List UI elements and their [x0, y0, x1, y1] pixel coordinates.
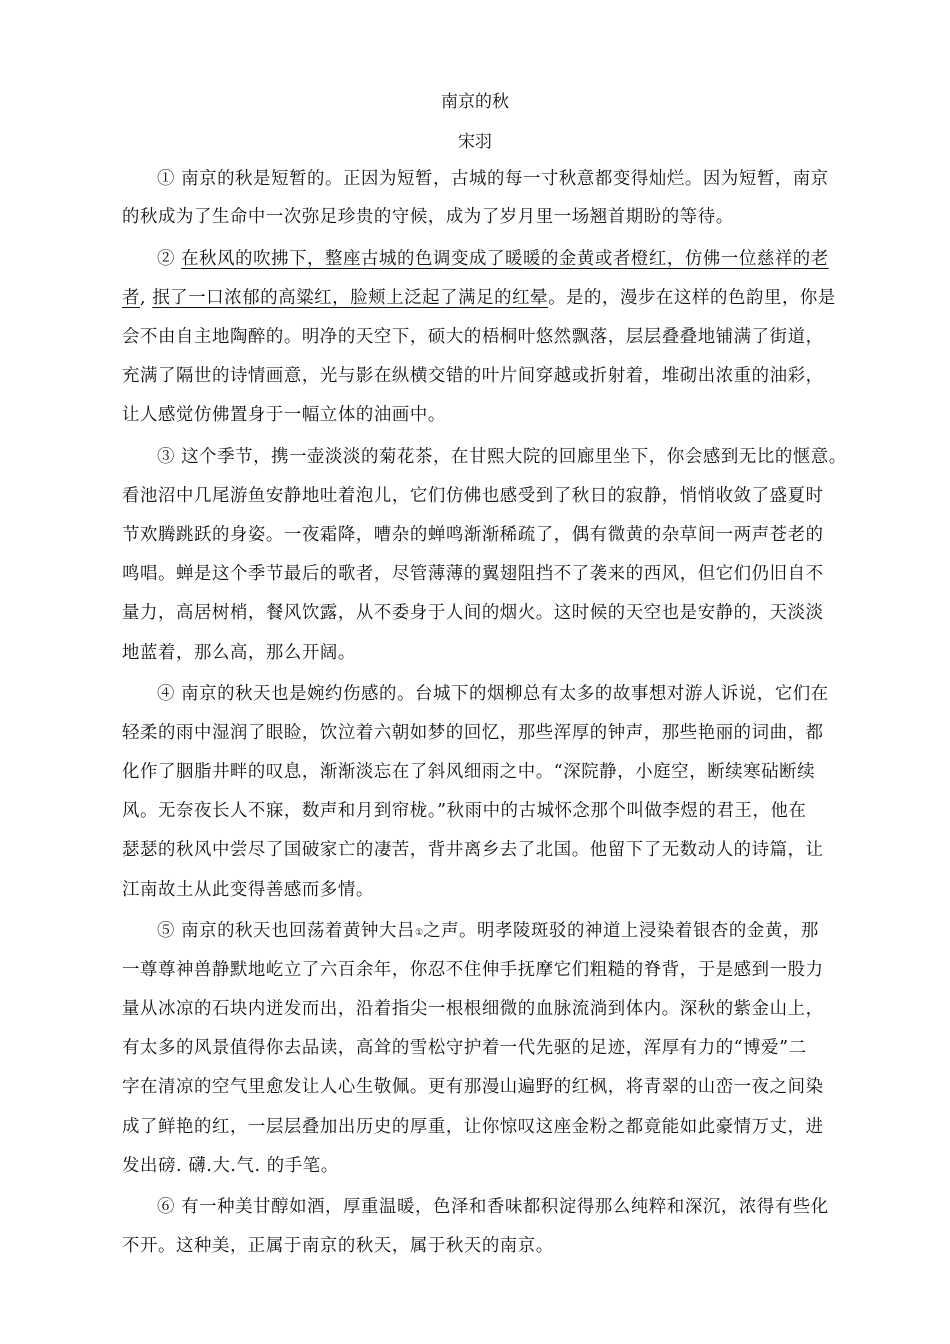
- paragraph-3-line-1: ③ 这个季节，携一壶淡淡的菊花茶，在甘熙大院的回廊里坐下，你会感到无比的惬意。: [157, 447, 847, 467]
- paragraph-3-line-6: 地蓝着，那么高，那么开阔。: [122, 643, 356, 663]
- paragraph-3-line-5: 量力，高居树梢，餐风饮露，从不委身于人间的烟火。这时候的天空也是安静的，天淡淡: [122, 603, 824, 623]
- article-title: 南京的秋: [441, 92, 509, 112]
- paragraph-4-line-1: ④ 南京的秋天也是婉约伤感的。台城下的烟柳总有太多的故事想对游人诉说，它们在: [157, 684, 829, 704]
- article-author: 宋羽: [458, 132, 492, 152]
- paragraph-4-line-3: 化作了胭脂井畔的叹息，渐渐淡忘在了斜风细雨之中。“深院静，小庭空，断续寒砧断续: [122, 762, 816, 782]
- emphasized-char-4: 气.: [236, 1156, 261, 1176]
- paragraph-3-line-4: 鸣唱。蝉是这个季节最后的歌者，尽管薄薄的翼翅阻挡不了袭来的西风，但它们仍旧自不: [122, 564, 824, 584]
- paragraph-2-line-5: 让人感觉仿佛置身于一幅立体的油画中。: [122, 405, 446, 425]
- emphasized-char-2: 礴.: [188, 1156, 213, 1176]
- paragraph-5-line-1-start: ⑤ 南京的秋天也回荡着黄钟大吕: [157, 921, 415, 941]
- paragraph-3-line-2: 看池沼中几尾游鱼安静地吐着泡儿，它们仿佛也感受到了秋日的寂静，悄悄收敛了盛夏时: [122, 486, 824, 506]
- footnote-marker: ①: [415, 928, 424, 938]
- paragraph-4-line-6: 江南故土从此变得善感而多情。: [122, 880, 374, 900]
- paragraph-4-line-2: 轻柔的雨中湿润了眼睑，饮泣着六朝如梦的回忆，那些浑厚的钟声，那些艳丽的词曲，都: [122, 723, 824, 743]
- paragraph-2-line-2-rest: 。是的，漫步在这样的色韵里，你是: [548, 288, 836, 308]
- paragraph-5-line-5: 字在清凉的空气里愈发让人心生敬佩。更有那漫山遍野的红枫，将青翠的山峦一夜之间染: [122, 1077, 824, 1097]
- line-7-start: 发出: [122, 1156, 158, 1176]
- paragraph-6-line-2: 不开。这种美，正属于南京的秋天，属于秋天的南京。: [122, 1236, 554, 1256]
- paragraph-5-line-3: 量从冰凉的石块内迸发而出，沿着指尖一根根细微的血脉流淌到体内。深秋的紫金山上，: [122, 999, 824, 1019]
- underlined-sentence-cont-b: 抿了一口浓郁的高粱红，脸颊上泛起了满足的红晕: [152, 288, 549, 308]
- paragraph-5-line-6: 成了鲜艳的红，一层层叠加出历史的厚重，让你惊叹这座金粉之都竟能如此豪情万丈，进: [122, 1117, 824, 1137]
- paragraph-2-line-2: 者, 抿了一口浓郁的高粱红，脸颊上泛起了满足的红晕。是的，漫步在这样的色韵里，你是: [122, 288, 836, 308]
- paragraph-5-line-1-end: 之声。明孝陵斑驳的神道上浸染着银杏的金黄，那: [423, 921, 819, 941]
- paragraph-2-line-3: 会不由自主地陶醉的。明净的天空下，硕大的梧桐叶悠然飘落，层层叠叠地铺满了街道，: [122, 327, 824, 347]
- emphasized-char-3: 大.: [212, 1156, 237, 1176]
- paragraph-3-line-3: 节欢腾跳跃的身姿。一夜霜降，嘈杂的蝉鸣渐渐稀疏了，偶有微黄的杂草间一两声苍老的: [122, 525, 824, 545]
- line-7-end: 的手笔。: [266, 1156, 339, 1176]
- paragraph-2-number: ②: [157, 249, 182, 269]
- paragraph-5-line-7: [122, 1155, 339, 1177]
- paragraph-4-line-4: 风。无奈夜长人不寐，数声和月到帘栊。”秋雨中的古城怀念那个叫做李煜的君王，他在: [122, 801, 807, 821]
- paragraph-5-line-1: [157, 920, 819, 944]
- paragraph-1-line-1: ① 南京的秋是短暂的。正因为短暂，古城的每一寸秋意都变得灿烂。因为短暂，南京: [157, 169, 829, 189]
- underlined-sentence: 在秋风的吹拂下，整座古城的色调变成了暖暖的金黄或者橙红，仿佛一位慈祥的老: [181, 249, 829, 269]
- underlined-sentence-cont-a: 者: [122, 288, 140, 308]
- paragraph-5-line-2: 一尊尊神兽静默地屹立了六百余年，你忍不住伸手抚摩它们粗糙的脊背，于是感到一股力: [122, 960, 824, 980]
- emphasized-char-1: 磅.: [157, 1156, 183, 1176]
- paragraph-2-line-1: [157, 248, 829, 270]
- paragraph-5-line-4: 有太多的风景值得你去品读，高耸的雪松守护着一代先驱的足迹，浑厚有力的“博爱”二: [122, 1038, 807, 1058]
- paragraph-6-line-1: ⑥ 有一种美甘醇如酒，厚重温暖，色泽和香味都积淀得那么纯粹和深沉，浓得有些化: [157, 1197, 829, 1217]
- paragraph-1-line-2: 的秋成为了生命中一次弥足珍贵的守候，成为了岁月里一场翘首期盼的等待。: [122, 207, 734, 227]
- paragraph-4-line-5: 瑟瑟的秋风中尝尽了国破家亡的凄苦，背井离乡去了北国。他留下了无数动人的诗篇，让: [122, 840, 824, 860]
- paragraph-2-line-4: 充满了隔世的诗情画意，光与影在纵横交错的叶片间穿越或折射着，堆砌出浓重的油彩，: [122, 366, 824, 386]
